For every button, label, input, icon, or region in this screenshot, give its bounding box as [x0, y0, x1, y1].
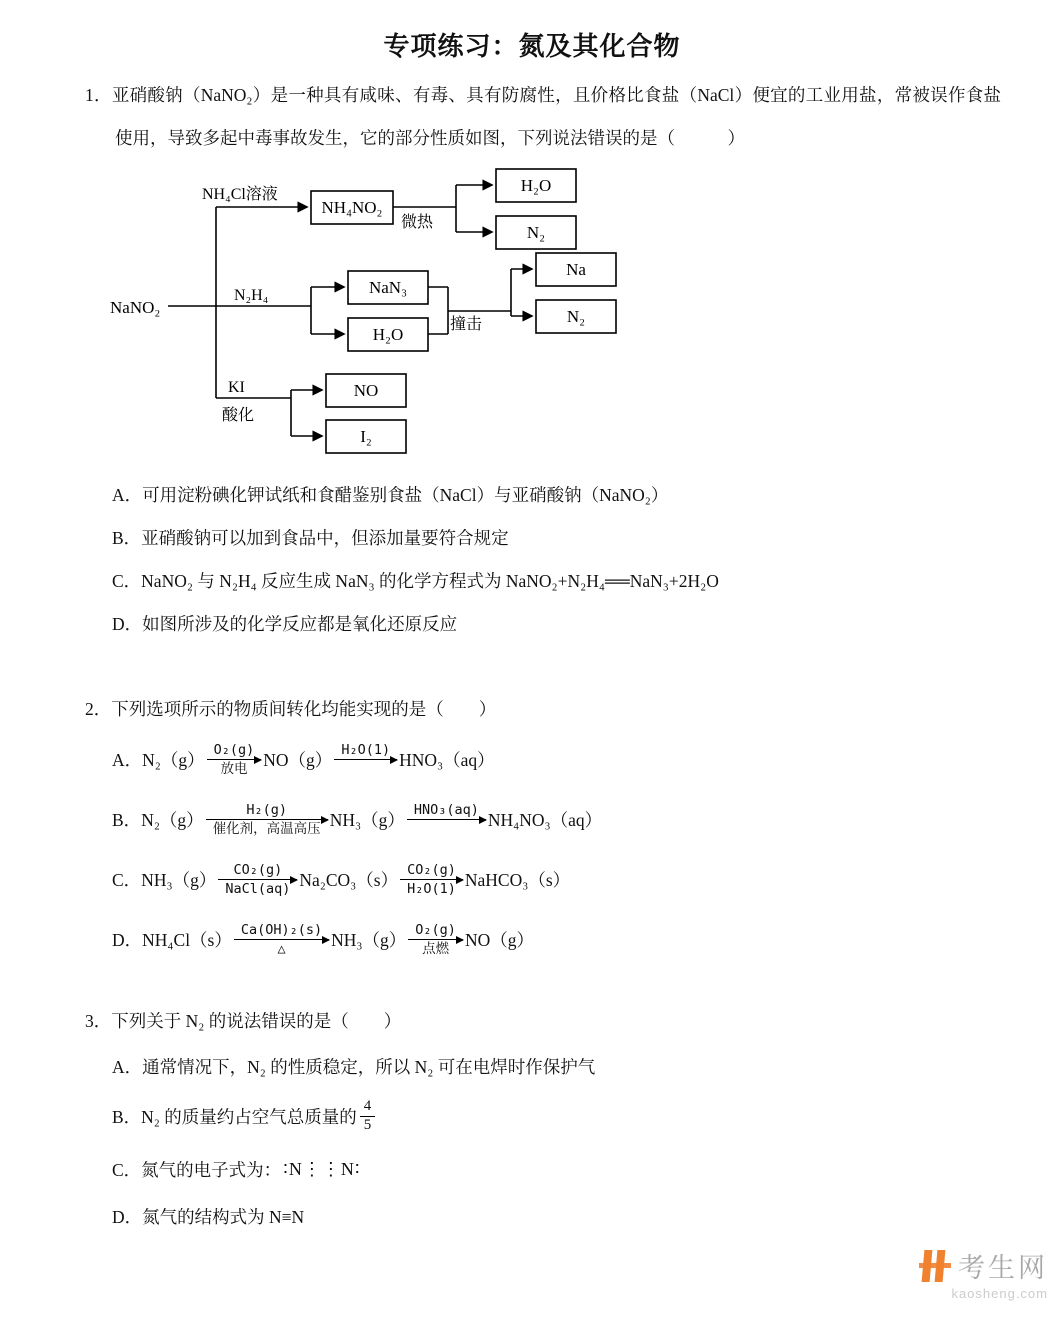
species: NH₃（g） — [329, 810, 405, 830]
q2-option-b — [112, 796, 602, 843]
arrow-line — [206, 819, 328, 821]
na-label: Na — [566, 260, 586, 279]
q1-reaction-diagram — [106, 166, 646, 466]
q2-option-c — [112, 856, 602, 903]
q1-option-b: B．亚硝酸钠可以加到食品中，但添加量要符合规定 — [112, 528, 509, 548]
option-text: A．通常情况下，N₂ 的性质稳定，所以 N₂ 可在电焊时作保护气 — [112, 1056, 596, 1077]
arrow-below-label — [359, 760, 373, 778]
q2-option-d — [112, 916, 602, 963]
reaction-arrow — [218, 861, 297, 899]
impact-label: 撞击 — [449, 316, 483, 333]
no-label: NO — [353, 381, 379, 400]
option-text: B．N₂ 的质量约占空气总质量的 — [112, 1106, 357, 1127]
diagram-root-label: NaNO₂ — [110, 298, 161, 317]
arrow-above-label: Ca(OH)₂(s) — [240, 921, 323, 938]
q1-option-d: D．如图所涉及的化学反应都是氧化还原反应 — [112, 614, 458, 634]
top-branch-label: NH₄Cl溶液 — [202, 186, 278, 203]
arrow-line — [234, 939, 329, 941]
arrow-above-label: HNO₃(aq) — [413, 801, 479, 818]
q2-option-a — [112, 736, 602, 783]
arrow-line — [334, 759, 397, 761]
q2-stem — [85, 688, 496, 731]
q3-options — [112, 1044, 595, 1238]
arrow-above-label: O₂(g) — [415, 921, 456, 938]
q1-options — [112, 474, 719, 646]
q1-option-a: A．可用淀粉碘化钾试纸和食醋鉴别食盐（NaCl）与亚硝酸钠（NaNO₂） — [112, 485, 669, 505]
q3-option-a — [112, 1044, 595, 1088]
q1-stem-text: 亚硝酸钠（NaNO₂）是一种具有咸味、有毒、具有防腐性，且价格比食盐（NaCl）便宜的工业用盐，常被误作食盐使用，导致多起中毒事故发生，它的部分性质如图，下列说法错误的是（ ） — [111, 85, 1002, 148]
arrow-line — [218, 879, 297, 881]
h2o-mid-label: H₂O — [372, 325, 404, 344]
species: NH₄Cl（s） — [142, 930, 232, 950]
n2-top-label: N₂ — [526, 223, 546, 242]
species: NH₃（g） — [141, 870, 217, 890]
arrow-below-label: 催化剂，高温高压 — [212, 821, 321, 838]
q3-stem-text: 下列关于 N₂ 的说法错误的是（ ） — [111, 1011, 402, 1031]
q1-option-c: C．NaNO₂ 与 N₂H₄ 反应生成 NaN₃ 的化学方程式为 NaNO₂+N₂H₄══NaN₃+2H₂O — [112, 571, 719, 591]
species: NH₄NO₃（aq） — [487, 810, 603, 830]
reaction-arrow — [407, 801, 486, 839]
species: N₂（g） — [141, 810, 204, 830]
ki-label: KI — [228, 379, 245, 396]
h2o-top-label: H₂O — [520, 176, 552, 195]
option-label: B． — [112, 810, 142, 830]
option-label: A． — [112, 750, 143, 770]
arrow-below-label: △ — [277, 941, 286, 958]
reaction-arrow — [206, 801, 328, 839]
species: NH₃（g） — [331, 930, 407, 950]
species: N₂（g） — [142, 750, 205, 770]
reaction-arrow — [234, 921, 329, 959]
watermark-domain: kaosheng.com — [951, 1286, 1048, 1301]
arrow-above-label: CO₂(g) — [233, 861, 283, 878]
fraction-numerator: 4 — [363, 1098, 372, 1115]
arrow-above-label: CO₂(g) — [407, 861, 456, 878]
n2-mid-label: N₂ — [566, 307, 586, 326]
arrow-above-label: O₂(g) — [213, 741, 255, 758]
watermark — [921, 1246, 1048, 1301]
arrow-line — [408, 939, 463, 941]
arrow-line — [207, 759, 262, 761]
q3-option-d — [112, 1194, 595, 1238]
arrow-below-label — [439, 820, 453, 838]
reaction-arrow — [408, 921, 463, 959]
q2-stem-text: 下列选项所示的物质间转化均能实现的是（ ） — [111, 699, 497, 719]
arrow-above-label: H₂O(1) — [341, 741, 391, 758]
page-title: 专项练习：氮及其化合物 — [383, 32, 681, 61]
arrow-line — [407, 819, 486, 821]
arrow-line — [400, 879, 463, 881]
species: NaHCO₃（s） — [464, 870, 571, 890]
arrow-below-label: 放电 — [220, 761, 248, 778]
option-label: D． — [112, 930, 143, 950]
q2-options — [112, 736, 602, 976]
species: NO（g） — [464, 930, 534, 950]
option-text: D．氮气的结构式为 N≡N — [112, 1206, 305, 1227]
q3-option-b — [112, 1088, 595, 1144]
q3-option-c — [112, 1144, 595, 1194]
arrow-below-label: 点燃 — [422, 941, 450, 958]
arrow-above-label: H₂(g) — [246, 801, 287, 818]
kaosheng-logo-icon — [921, 1250, 949, 1282]
species: NO（g） — [263, 750, 333, 770]
heat-label: 微热 — [401, 214, 434, 231]
arrow-below-label: NaCl(aq) — [225, 881, 291, 898]
q3-stem — [85, 1000, 401, 1043]
nh4no2-label: NH₄NO₂ — [321, 198, 383, 217]
option-text: C．氮气的电子式为： — [112, 1159, 282, 1180]
fraction-four-fifths — [360, 1098, 376, 1134]
species: Na₂CO₃（s） — [299, 870, 399, 890]
species: HNO₃（aq） — [399, 750, 495, 770]
nan3-label: NaN₃ — [368, 278, 408, 297]
reaction-arrow — [207, 741, 262, 779]
i2-label: I₂ — [360, 427, 372, 446]
q3-number: 3． — [85, 1011, 112, 1031]
mid-branch-label: N₂H₄ — [234, 287, 269, 304]
acid-label: 酸化 — [222, 407, 255, 424]
q1-number: 1． — [85, 85, 112, 105]
arrow-below-label: H₂O(1) — [407, 881, 456, 898]
q1-stem — [85, 74, 1001, 160]
q2-number: 2． — [85, 699, 112, 719]
fraction-denominator: 5 — [360, 1116, 376, 1134]
watermark-site-name: 考生网 — [958, 1253, 1048, 1283]
reaction-arrow — [334, 741, 397, 779]
option-label: C． — [112, 870, 142, 890]
electron-dot-formula: ∶N⋮⋮N∶ — [283, 1158, 361, 1179]
reaction-arrow — [400, 861, 463, 899]
